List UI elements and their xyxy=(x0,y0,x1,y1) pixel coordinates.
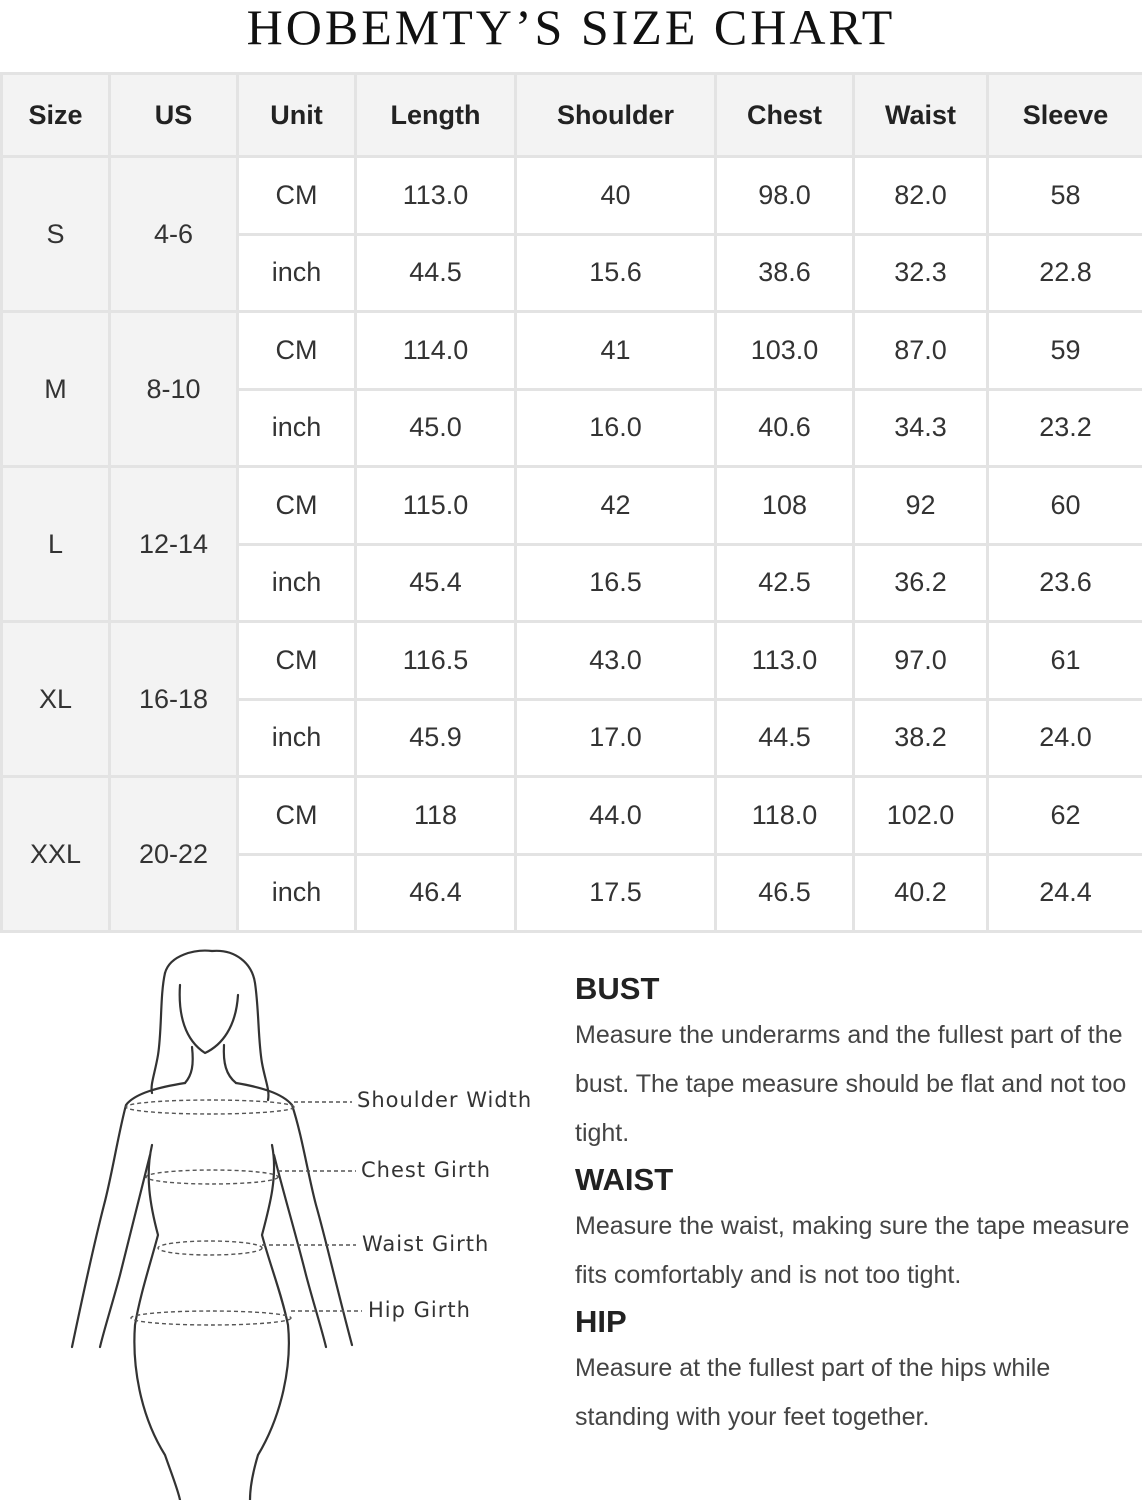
measurement-cell: 40.2 xyxy=(854,854,988,932)
table-row xyxy=(2,467,1142,545)
waist-girth-label: Waist Girth xyxy=(362,1232,490,1256)
body-measurement-figure xyxy=(0,935,560,1500)
size-cell: S xyxy=(2,157,110,312)
size-chart-table xyxy=(0,72,1142,933)
measurement-cell: 113.0 xyxy=(716,622,854,700)
column-header: Length xyxy=(356,74,516,157)
column-header: Chest xyxy=(716,74,854,157)
table-row xyxy=(2,777,1142,855)
us-size-cell: 4-6 xyxy=(110,157,238,312)
column-header: Waist xyxy=(854,74,988,157)
measurement-cell: 98.0 xyxy=(716,157,854,235)
hip-girth-label: Hip Girth xyxy=(368,1298,471,1322)
measurement-cell: 114.0 xyxy=(356,312,516,390)
unit-cell: CM xyxy=(238,312,356,390)
column-header: Sleeve xyxy=(988,74,1142,157)
measurement-cell: 113.0 xyxy=(356,157,516,235)
unit-cell: inch xyxy=(238,699,356,777)
us-size-cell: 20-22 xyxy=(110,777,238,932)
us-size-cell: 12-14 xyxy=(110,467,238,622)
measurement-cell: 62 xyxy=(988,777,1142,855)
measurement-cell: 61 xyxy=(988,622,1142,700)
size-cell: XXL xyxy=(2,777,110,932)
measurement-cell: 23.2 xyxy=(988,389,1142,467)
measurement-cell: 40 xyxy=(516,157,716,235)
measurement-cell: 17.5 xyxy=(516,854,716,932)
measurement-cell: 44.5 xyxy=(356,234,516,312)
column-header: US xyxy=(110,74,238,157)
table-header-row xyxy=(2,74,1142,157)
table-row xyxy=(2,312,1142,390)
measurement-cell: 24.0 xyxy=(988,699,1142,777)
measurement-cell: 42 xyxy=(516,467,716,545)
table-row xyxy=(2,622,1142,700)
waist-heading: WAIST xyxy=(575,1162,674,1197)
size-cell: XL xyxy=(2,622,110,777)
measurement-cell: 22.8 xyxy=(988,234,1142,312)
measurement-cell: 44.5 xyxy=(716,699,854,777)
measurement-cell: 97.0 xyxy=(854,622,988,700)
measurement-cell: 38.6 xyxy=(716,234,854,312)
table-row xyxy=(2,157,1142,235)
chest-girth-label: Chest Girth xyxy=(361,1158,492,1182)
hip-text: Measure at the fullest part of the hips while standing with your feet together. xyxy=(575,1354,1051,1431)
measurement-cell: 58 xyxy=(988,157,1142,235)
column-header: Size xyxy=(2,74,110,157)
measurement-cell: 15.6 xyxy=(516,234,716,312)
measurement-cell: 115.0 xyxy=(356,467,516,545)
measurement-cell: 118 xyxy=(356,777,516,855)
unit-cell: inch xyxy=(238,544,356,622)
measurement-cell: 45.9 xyxy=(356,699,516,777)
unit-cell: CM xyxy=(238,777,356,855)
measurement-cell: 108 xyxy=(716,467,854,545)
measurement-cell: 40.6 xyxy=(716,389,854,467)
measurement-cell: 82.0 xyxy=(854,157,988,235)
measurement-cell: 60 xyxy=(988,467,1142,545)
measurement-cell: 45.0 xyxy=(356,389,516,467)
measurement-cell: 16.0 xyxy=(516,389,716,467)
bust-text: Measure the underarms and the fullest part of the bust. The tape measure should be flat and not too tight. xyxy=(575,1021,1127,1147)
shoulder-width-label: Shoulder Width xyxy=(357,1088,533,1112)
unit-cell: inch xyxy=(238,234,356,312)
measurement-cell: 42.5 xyxy=(716,544,854,622)
measurement-cell: 46.4 xyxy=(356,854,516,932)
measurement-instructions xyxy=(575,967,1135,1442)
unit-cell: CM xyxy=(238,622,356,700)
measurement-cell: 116.5 xyxy=(356,622,516,700)
measurement-cell: 102.0 xyxy=(854,777,988,855)
measurement-cell: 32.3 xyxy=(854,234,988,312)
measurement-cell: 38.2 xyxy=(854,699,988,777)
measurement-cell: 92 xyxy=(854,467,988,545)
woman-silhouette-icon xyxy=(0,935,560,1500)
unit-cell: inch xyxy=(238,854,356,932)
us-size-cell: 8-10 xyxy=(110,312,238,467)
measurement-cell: 23.6 xyxy=(988,544,1142,622)
hip-heading: HIP xyxy=(575,1304,627,1339)
measurement-cell: 36.2 xyxy=(854,544,988,622)
bust-heading: BUST xyxy=(575,971,660,1006)
measurement-cell: 24.4 xyxy=(988,854,1142,932)
unit-cell: inch xyxy=(238,389,356,467)
waist-text: Measure the waist, making sure the tape measure fits comfortably and is not too tight. xyxy=(575,1212,1130,1289)
size-cell: L xyxy=(2,467,110,622)
page-title: HOBEMTY’S SIZE CHART xyxy=(246,0,896,55)
measurement-cell: 118.0 xyxy=(716,777,854,855)
measurement-cell: 46.5 xyxy=(716,854,854,932)
measurement-cell: 17.0 xyxy=(516,699,716,777)
column-header: Shoulder xyxy=(516,74,716,157)
us-size-cell: 16-18 xyxy=(110,622,238,777)
measurement-cell: 34.3 xyxy=(854,389,988,467)
column-header: Unit xyxy=(238,74,356,157)
measurement-cell: 87.0 xyxy=(854,312,988,390)
measurement-cell: 44.0 xyxy=(516,777,716,855)
measurement-cell: 103.0 xyxy=(716,312,854,390)
measurement-cell: 16.5 xyxy=(516,544,716,622)
size-cell: M xyxy=(2,312,110,467)
unit-cell: CM xyxy=(238,157,356,235)
measurement-cell: 59 xyxy=(988,312,1142,390)
measurement-cell: 41 xyxy=(516,312,716,390)
unit-cell: CM xyxy=(238,467,356,545)
measurement-cell: 45.4 xyxy=(356,544,516,622)
measurement-cell: 43.0 xyxy=(516,622,716,700)
